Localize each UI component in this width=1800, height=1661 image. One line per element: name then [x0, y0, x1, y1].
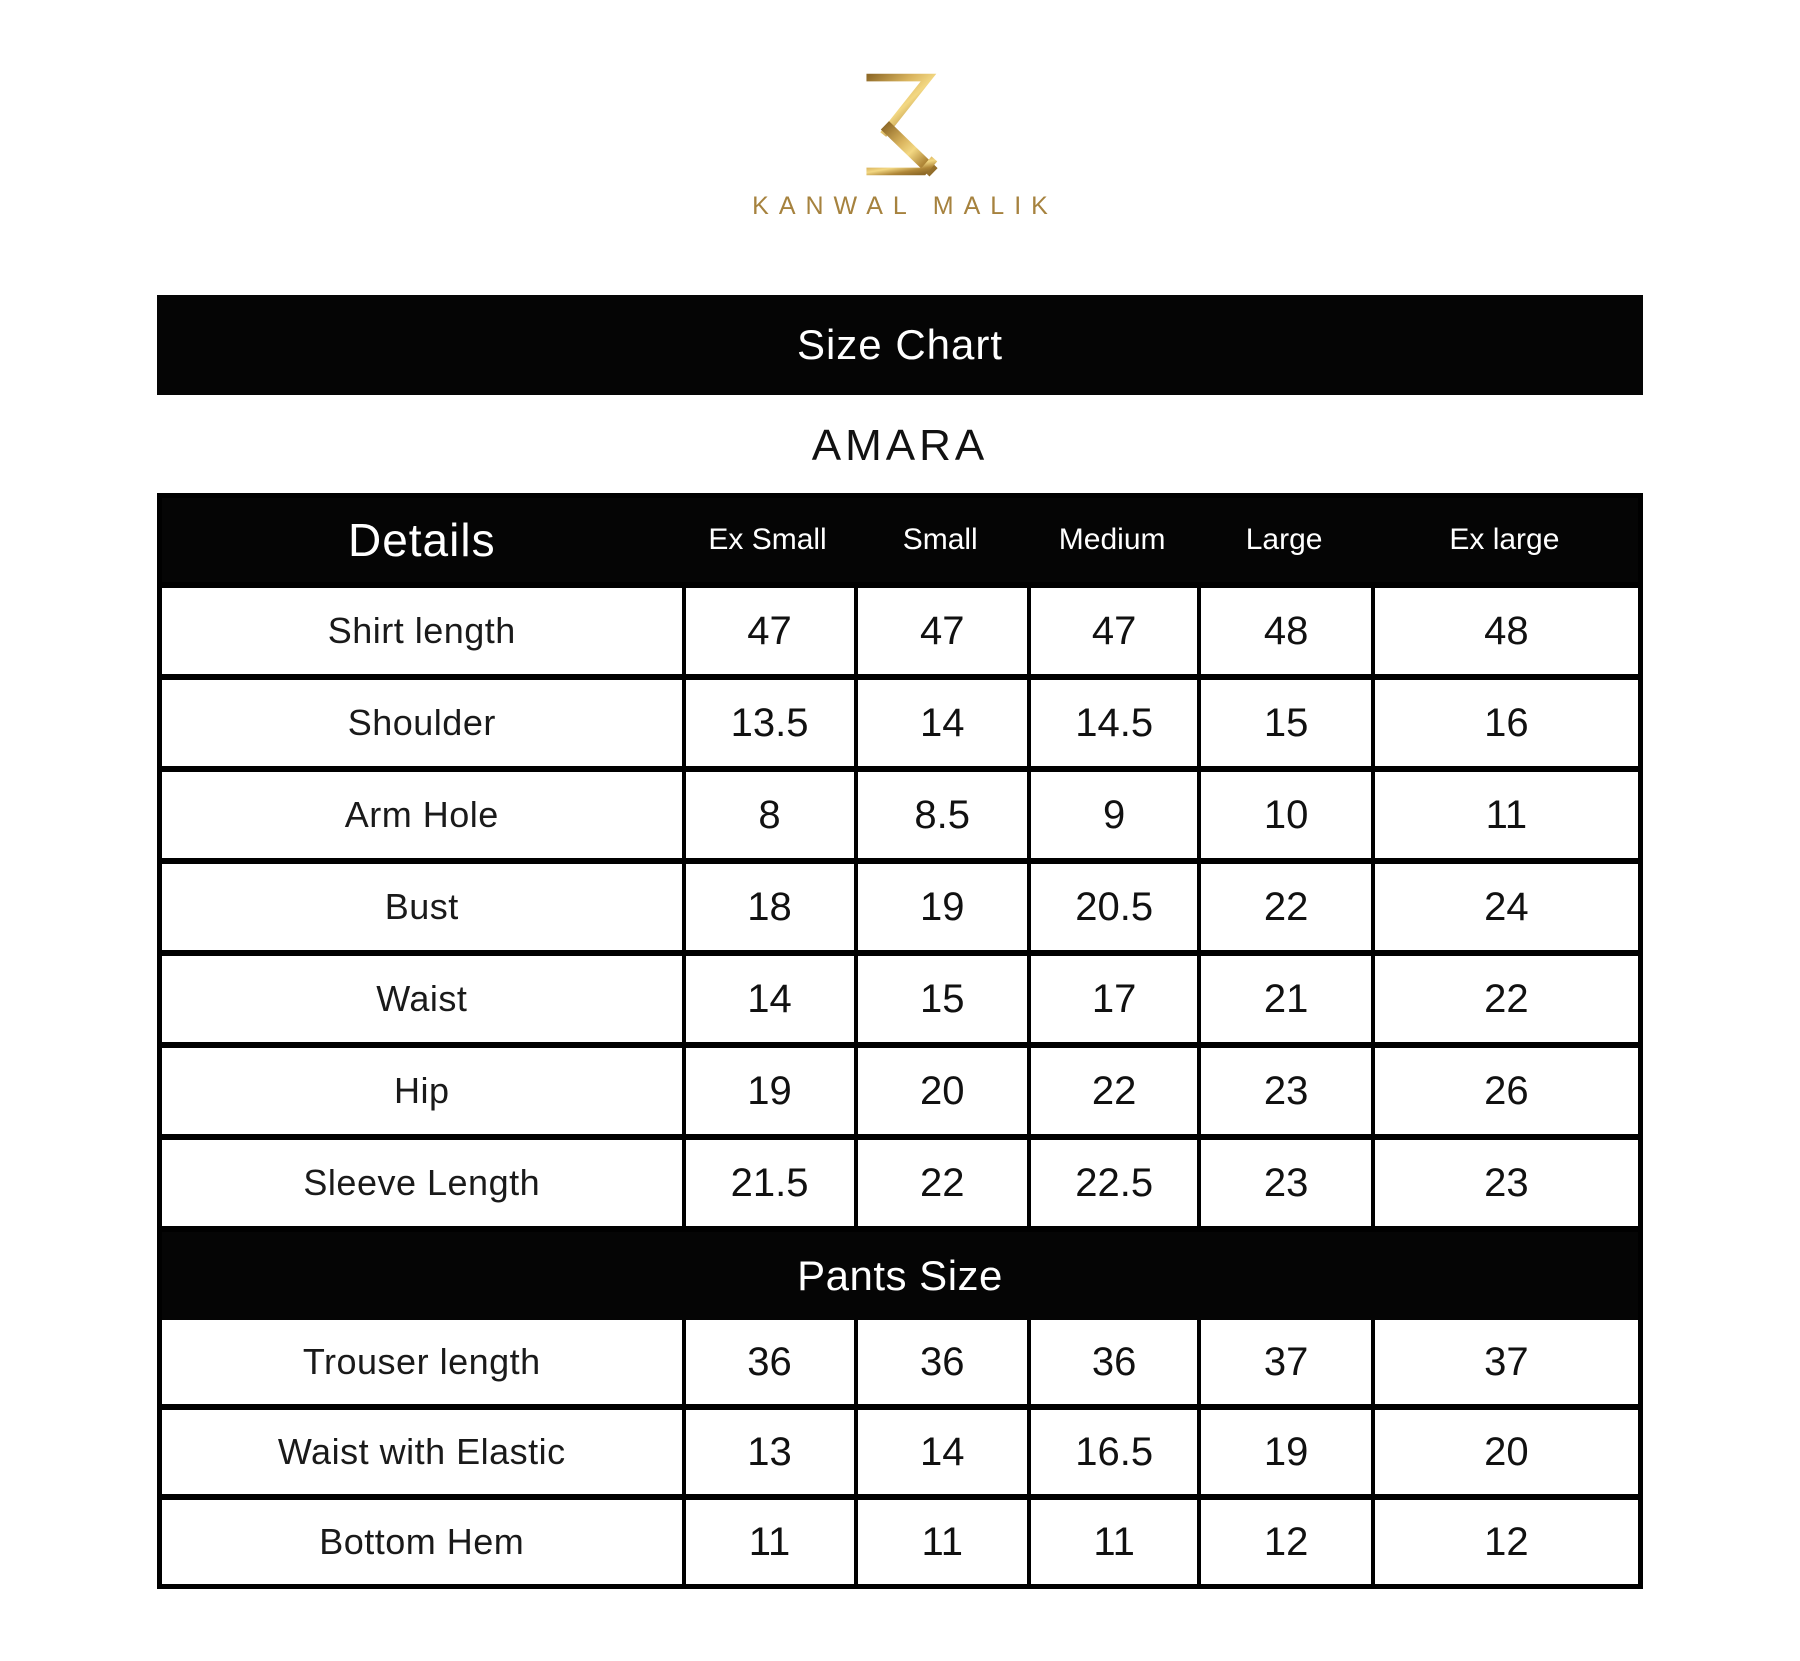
- table-header-row: [162, 498, 1638, 582]
- row-label: Trouser length: [302, 1341, 541, 1382]
- cell-value: 36: [1027, 1320, 1197, 1404]
- cell-value: 22: [1027, 1048, 1197, 1134]
- cell-value: 23: [1197, 1140, 1370, 1226]
- column-header-small: Small: [902, 523, 978, 556]
- cell-value: 17: [1027, 956, 1197, 1042]
- cell-value: 26: [1371, 1048, 1638, 1134]
- cell-value: 37: [1197, 1320, 1370, 1404]
- cell-value: 14: [682, 956, 854, 1042]
- table-row-sleeve-length: [162, 1134, 1638, 1226]
- column-header-ex-small: Ex Small: [708, 523, 827, 556]
- size-table: [157, 493, 1643, 1589]
- column-header-medium: Medium: [1058, 523, 1166, 556]
- cell-value: 47: [1027, 588, 1197, 674]
- cell-value: 14.5: [1027, 680, 1197, 766]
- row-label: Bottom Hem: [319, 1521, 525, 1562]
- row-label: Shoulder: [347, 702, 496, 743]
- cell-value: 8.5: [854, 772, 1027, 858]
- row-label: Hip: [394, 1070, 450, 1111]
- pants-size-banner: [162, 1226, 1638, 1320]
- cell-value: 10: [1197, 772, 1370, 858]
- row-label: Waist with Elastic: [277, 1431, 566, 1472]
- cell-value: 48: [1197, 588, 1370, 674]
- cell-value: 9: [1027, 772, 1197, 858]
- size-chart-banner: [157, 295, 1643, 395]
- table-row-bust: [162, 858, 1638, 950]
- cell-value: 15: [854, 956, 1027, 1042]
- table-row-trouser-length: [162, 1320, 1638, 1404]
- brand-monogram-icon: [858, 70, 942, 179]
- cell-value: 37: [1371, 1320, 1638, 1404]
- cell-value: 14: [854, 1410, 1027, 1494]
- column-header-ex-large: Ex large: [1449, 523, 1560, 556]
- brand-logo: [0, 0, 1800, 221]
- cell-value: 11: [854, 1500, 1027, 1584]
- pants-section: [162, 1320, 1638, 1584]
- cell-value: 22: [1371, 956, 1638, 1042]
- cell-value: 14: [854, 680, 1027, 766]
- row-label: Arm Hole: [344, 794, 499, 835]
- table-row-shirt-length: [162, 582, 1638, 674]
- cell-value: 21.5: [682, 1140, 854, 1226]
- cell-value: 22: [1197, 864, 1370, 950]
- cell-value: 11: [682, 1500, 854, 1584]
- table-row-arm-hole: [162, 766, 1638, 858]
- size-chart-title: Size Chart: [796, 321, 1004, 368]
- brand-name: KANWAL MALIK: [752, 192, 1058, 220]
- row-label: Bust: [384, 886, 459, 927]
- cell-value: 11: [1027, 1500, 1197, 1584]
- cell-value: 47: [682, 588, 854, 674]
- cell-value: 19: [1197, 1410, 1370, 1494]
- product-name: AMARA: [811, 421, 989, 470]
- table-row-waist: [162, 950, 1638, 1042]
- cell-value: 48: [1371, 588, 1638, 674]
- cell-value: 23: [1371, 1140, 1638, 1226]
- column-header-large: Large: [1245, 523, 1323, 556]
- cell-value: 36: [682, 1320, 854, 1404]
- cell-value: 20: [854, 1048, 1027, 1134]
- cell-value: 15: [1197, 680, 1370, 766]
- cell-value: 16.5: [1027, 1410, 1197, 1494]
- cell-value: 8: [682, 772, 854, 858]
- cell-value: 47: [854, 588, 1027, 674]
- cell-value: 19: [854, 864, 1027, 950]
- pants-size-title: Pants Size: [797, 1252, 1003, 1299]
- cell-value: 20.5: [1027, 864, 1197, 950]
- cell-value: 22: [854, 1140, 1027, 1226]
- table-row-shoulder: [162, 674, 1638, 766]
- cell-value: 23: [1197, 1048, 1370, 1134]
- cell-value: 22.5: [1027, 1140, 1197, 1226]
- cell-value: 16: [1371, 680, 1638, 766]
- column-header-details: Details: [347, 514, 496, 566]
- table-row-waist-with-elastic: [162, 1404, 1638, 1494]
- cell-value: 11: [1371, 772, 1638, 858]
- table-row-hip: [162, 1042, 1638, 1134]
- row-label: Shirt length: [327, 610, 516, 651]
- cell-value: 13.5: [682, 680, 854, 766]
- row-label: Waist: [376, 978, 468, 1019]
- cell-value: 21: [1197, 956, 1370, 1042]
- cell-value: 12: [1197, 1500, 1370, 1584]
- cell-value: 12: [1371, 1500, 1638, 1584]
- cell-value: 36: [854, 1320, 1027, 1404]
- table-row-bottom-hem: [162, 1494, 1638, 1584]
- cell-value: 13: [682, 1410, 854, 1494]
- cell-value: 18: [682, 864, 854, 950]
- cell-value: 19: [682, 1048, 854, 1134]
- row-label: Sleeve Length: [303, 1162, 541, 1203]
- cell-value: 20: [1371, 1410, 1638, 1494]
- cell-value: 24: [1371, 864, 1638, 950]
